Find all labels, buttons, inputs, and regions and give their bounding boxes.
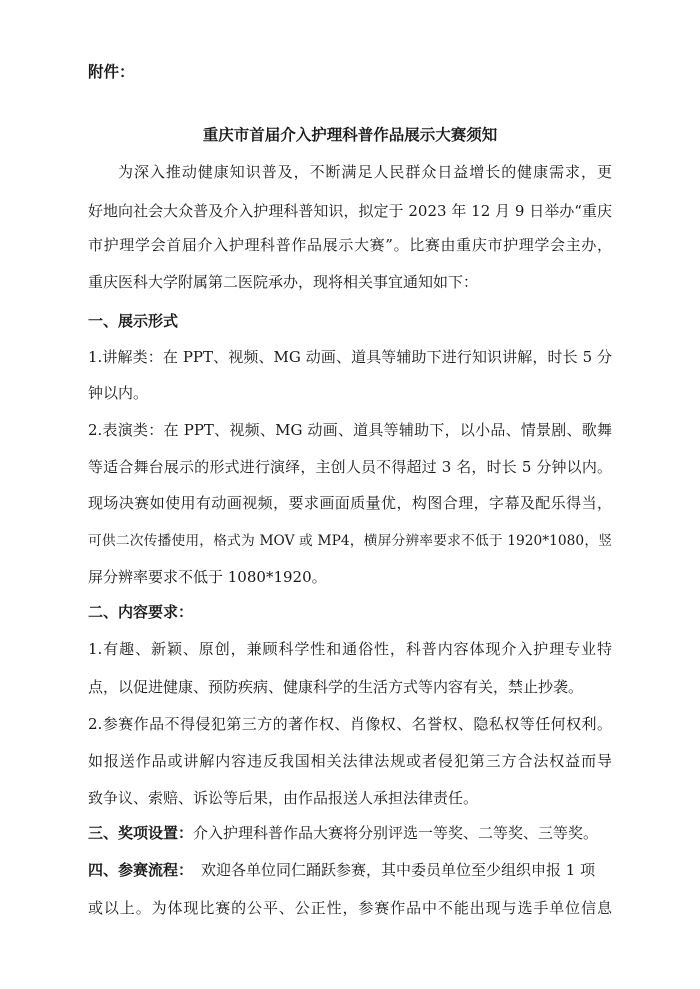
section-4-paragraph [88,859,612,881]
section-1-line: 屏分辨率要求不低于 1080*1920。 [88,568,327,586]
section-3-heading: 三、奖项设置： [88,824,194,842]
section-2-line: 如报送作品或讲解内容违反我国相关法律法规或者侵犯第三方合法权益而导 [88,752,612,770]
intro-line: 重庆医科大学附属第二医院承办，现将相关事宜通知如下： [88,273,479,291]
section-1-line: 1.讲解类：在 PPT、视频、MG 动画、道具等辅助下进行知识讲解，时长 5 分 [88,348,612,366]
section-3-text: 介入护理科普作品大赛将分别评选一等奖、二等奖、三等奖。 [193,824,599,842]
section-2-line: 2.参赛作品不得侵犯第三方的著作权、肖像权、名誉权、隐私权等任何权利。 [88,715,612,733]
section-2-heading: 二、内容要求： [88,603,194,621]
section-1-heading: 一、展示形式 [88,312,179,330]
intro-line: 市护理学会首届介入护理科普作品展示大赛”。比赛由重庆市护理学会主办， [88,236,612,254]
section-1-line: 现场决赛如使用有动画视频，要求画面质量优，构图合理，字幕及配乐得当， [88,494,612,512]
section-2-line: 点，以促进健康、预防疾病、健康科学的生活方式等内容有关，禁止抄袭。 [88,678,584,696]
intro-line: 好地向社会大众普及介入护理科普知识，拟定于 2023 年 12 月 9 日举办“重庆 [88,202,612,220]
section-1-line: 等适合舞台展示的形式进行演绎，主创人员不得超过 3 名，时长 5 分钟以内。 [88,458,612,476]
intro-line: 为深入推动健康知识普及，不断满足人民群众日益增长的健康需求，更 [118,163,612,181]
section-4-line: 或以上。为体现比赛的公平、公正性，参赛作品中不能出现与选手单位信息 [88,899,612,917]
section-4-first-line: 欢迎各单位同仁踊跃参赛，其中委员单位至少组织申报 1 项 [201,861,596,879]
section-1-line: 钟以内。 [88,384,149,402]
attachment-label: 附件： [88,62,135,81]
section-3-paragraph [88,822,612,844]
section-4-heading: 四、参赛流程： [88,861,194,879]
section-1-line: 2.表演类：在 PPT、视频、MG 动画、道具等辅助下，以小品、情景剧、歌舞 [88,421,612,439]
document-title: 重庆市首届介入护理科普作品展示大赛须知 [202,125,498,144]
section-1-line: 可供二次传播使用，格式为 MOV 或 MP4，横屏分辨率要求不低于 1920*1080，竖 [88,533,612,549]
section-2-line: 1.有趣、新颖、原创，兼顾科学性和通俗性，科普内容体现介入护理专业特 [88,640,612,658]
section-2-line: 致争议、索赔、诉讼等后果，由作品报送人承担法律责任。 [88,789,479,807]
